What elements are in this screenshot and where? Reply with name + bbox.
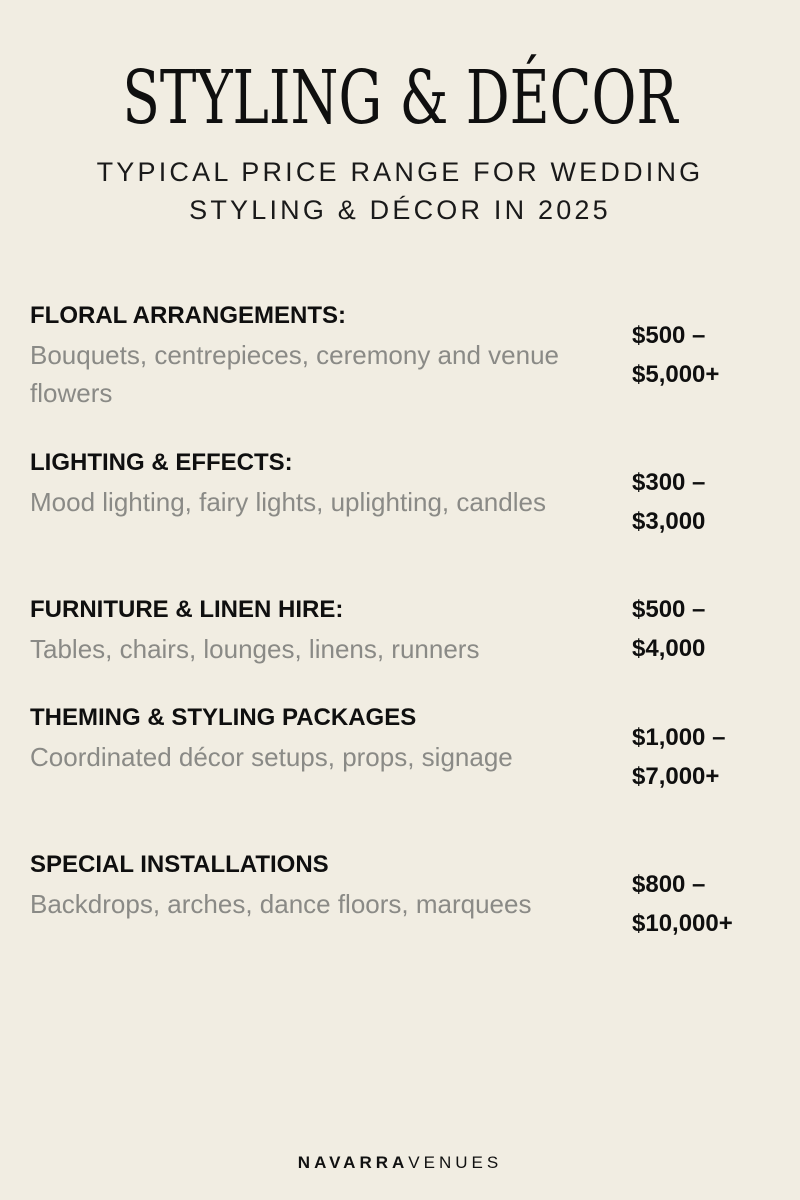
item-title: THEMING & STYLING PACKAGES xyxy=(30,704,417,731)
item-price xyxy=(632,718,782,796)
item-price xyxy=(632,865,782,943)
item-description: Coordinated décor setups, props, signage xyxy=(30,742,513,772)
item-title: LIGHTING & EFFECTS: xyxy=(30,449,293,476)
item-title: FLORAL ARRANGEMENTS: xyxy=(30,302,346,329)
item-title: SPECIAL INSTALLATIONS xyxy=(30,851,329,878)
item-price xyxy=(632,590,782,668)
brand-logo xyxy=(0,1150,800,1176)
item-price xyxy=(632,316,782,394)
price-to: $10,000+ xyxy=(632,910,733,937)
price-from: $1,000 – xyxy=(632,724,726,751)
price-to: $5,000+ xyxy=(632,361,720,388)
price-from: $800 – xyxy=(632,871,706,898)
page-title: STYLING & DÉCOR xyxy=(122,55,678,141)
brand-name-bold: NAVARRA xyxy=(297,1153,409,1172)
item-description: Tables, chairs, lounges, linens, runners xyxy=(30,634,480,664)
item-description: Bouquets, centrepieces, ceremony and venue flowers xyxy=(30,340,560,408)
price-from: $500 – xyxy=(632,322,706,349)
item-price xyxy=(632,463,782,541)
price-from: $500 – xyxy=(632,596,706,623)
item-description: Backdrops, arches, dance floors, marquees xyxy=(30,889,532,919)
price-to: $7,000+ xyxy=(632,763,720,790)
price-to: $4,000 xyxy=(632,635,706,662)
price-to: $3,000 xyxy=(632,508,706,535)
item-title: FURNITURE & LINEN HIRE: xyxy=(30,596,344,623)
page-subtitle: TYPICAL PRICE RANGE FOR WEDDING STYLING & DÉCOR IN 2025 xyxy=(96,157,704,225)
brand-name-light: VENUES xyxy=(408,1153,503,1172)
item-description: Mood lighting, fairy lights, uplighting, candles xyxy=(30,487,546,517)
price-from: $300 – xyxy=(632,469,706,496)
